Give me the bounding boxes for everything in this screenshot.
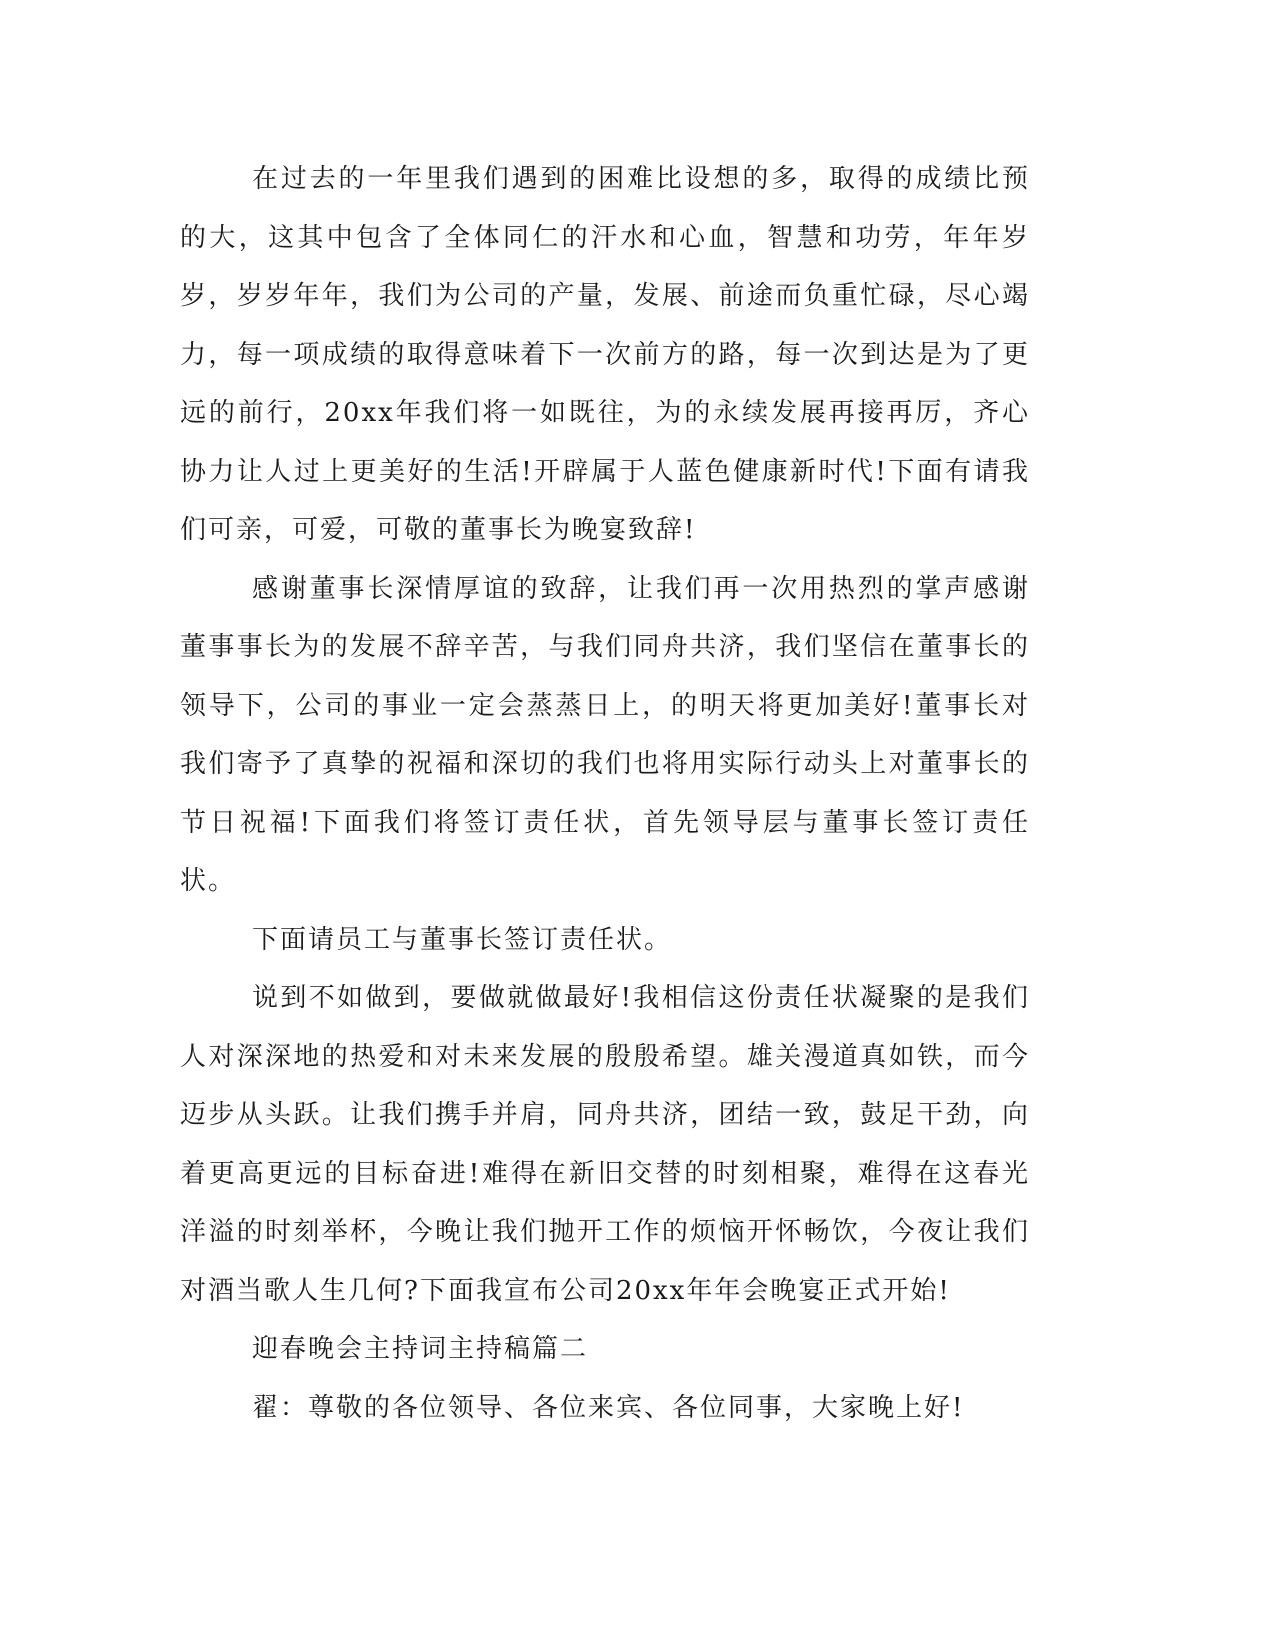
section-heading: 迎春晚会主持词主持稿篇二 <box>252 1334 589 1364</box>
paragraph-annual-review: 在过去的一年里我们遇到的困难比设想的多，取得的成绩比预的大，这其中包含了全体同仁的汗水和心血，智慧和功劳，年年岁岁，岁岁年年，我们为公司的产量，发展、前途而负重忙碌，尽心竭力，每一项成绩的取得意味着下一次前方的路，每一次到达是为了更远的前行，20xx年我们将一如既往，为的永续发展再接再厉，齐心协力让人过上更美好的生活!开辟属于人蓝色健康新时代!下面有请我们可亲，可爱，可敬的董事长为晚宴致辞! <box>180 164 1030 545</box>
paragraph-chairman-thanks: 感谢董事长深情厚谊的致辞，让我们再一次用热烈的掌声感谢董事事长为的发展不辞辛苦，与我们同舟共济，我们坚信在董事长的领导下，公司的事业一定会蒸蒸日上，的明天将更加美好!董事长对我们寄予了真挚的祝福和深切的我们也将用实际行动头上对董事长的节日祝福!下面我们将签订责任状，首先领导层与董事长签订责任状。 <box>180 573 1030 896</box>
paragraph-host-greeting: 翟：尊敬的各位领导、各位来宾、各位同事，大家晚上好! <box>252 1392 965 1423</box>
paragraph-banquet-opening: 说到不如做到，要做就做最好!我相信这份责任状凝聚的是我们人对深深地的热爱和对未来发展的殷殷希望。雄关漫道真如铁，而今迈步从头跃。让我们携手并肩，同舟共济，团结一致，鼓足干劲，向着更高更远的目标奋进!难得在新旧交替的时刻相聚，难得在这春光洋溢的时刻举杯，今晚让我们抛开工作的烦恼开怀畅饮，今夜让我们对酒当歌人生几何?下面我宣布公司20xx年年会晚宴正式开始! <box>180 983 1030 1306</box>
paragraph-staff-signing: 下面请员工与董事长签订责任状。 <box>252 924 673 955</box>
document-body <box>180 150 1030 1437</box>
